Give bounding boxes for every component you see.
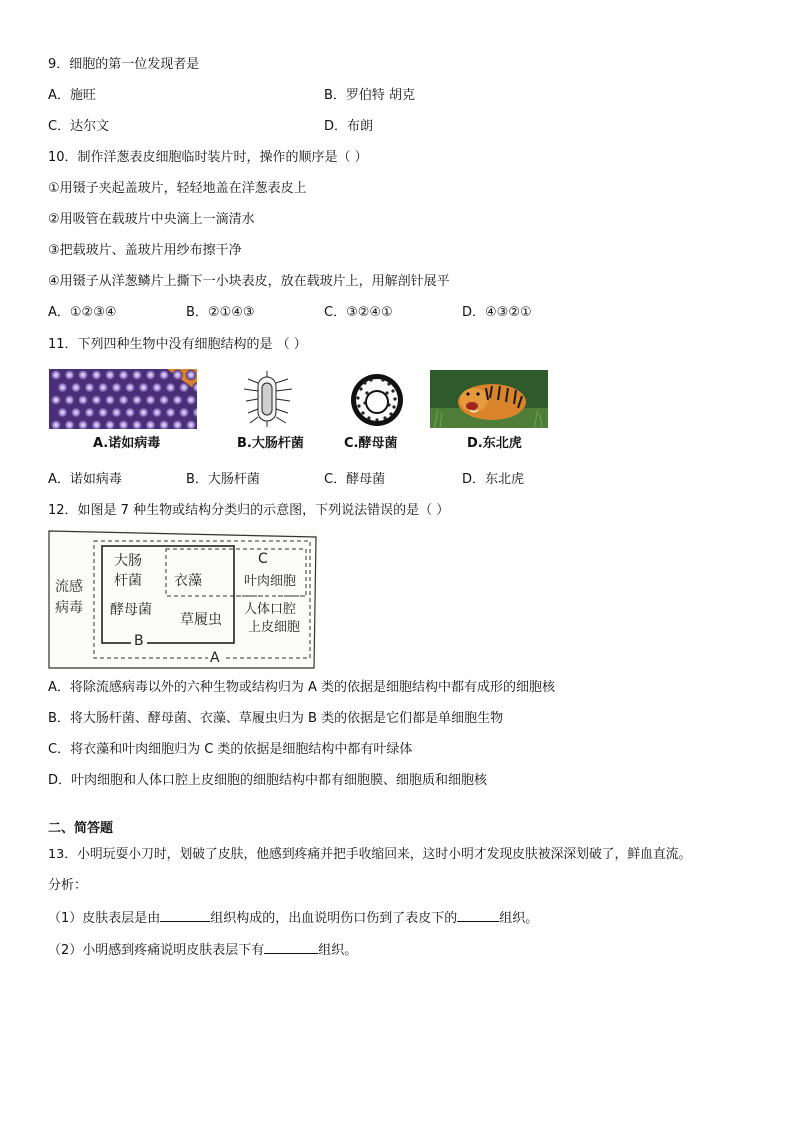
yeast-granule <box>393 397 396 400</box>
classification-diagram <box>48 529 318 670</box>
q10-step-2: ②用吸管在载玻片中央滴上一滴清水 <box>48 212 255 227</box>
diagram-yeast: 酵母菌 <box>110 602 152 618</box>
q10-option-a: A．①②③④ <box>48 305 117 320</box>
q11-caption-a: A.诺如病毒 <box>93 436 161 451</box>
q11-caption-d: D.东北虎 <box>467 436 522 451</box>
q9-option-a: A．施旺 <box>48 88 96 103</box>
q13-part1-blank1[interactable] <box>160 909 210 922</box>
q12-option-b: B．将大肠杆菌、酵母菌、衣藻、草履虫归为 B 类的依据是它们都是单细胞生物 <box>48 711 504 726</box>
diagram-label-a: A <box>210 650 220 666</box>
q11-option-d: D．东北虎 <box>462 472 525 487</box>
q13-part1-text-c: 组织。 <box>499 911 539 926</box>
q11-option-a: A．诺如病毒 <box>48 472 122 487</box>
q12-stem: 12．如图是 7 种生物或结构分类归的示意图，下列说法错误的是（ ） <box>48 503 450 518</box>
virus-particle <box>111 382 121 392</box>
yeast-granule <box>387 382 390 385</box>
q10-option-c: C．③②④① <box>324 305 393 320</box>
q13-part1-text-a: （1）皮肤表层是由 <box>48 911 161 926</box>
diagram-flu-line1: 流感 <box>55 579 83 595</box>
virus-particle <box>64 395 74 405</box>
yeast-granule <box>392 405 395 408</box>
q12-option-c: C．将衣藻和叶肉细胞归为 C 类的依据是细胞结构中都有叶绿体 <box>48 742 413 757</box>
yeast-granule <box>369 378 372 381</box>
q11-option-c: C．酵母菌 <box>324 472 386 487</box>
yeast-granule <box>381 378 384 381</box>
virus-particle <box>138 382 148 392</box>
q13-part1-text-b: 组织构成的，出血说明伤口伤到了表皮下的 <box>210 911 458 926</box>
yeast-granule <box>375 418 378 421</box>
virus-particle <box>78 370 88 380</box>
q13-part2-text-a: （2）小明感到疼痛说明皮肤表层下有 <box>48 943 265 958</box>
yeast-granule <box>383 416 386 419</box>
q10-step-4: ④用镊子从洋葱鳞片上撕下一小块表皮，放在载玻片上，用解剖针展平 <box>48 274 450 289</box>
tiger-image <box>430 370 548 428</box>
virus-particle <box>165 407 175 417</box>
diagram-cheek-cell-line2: 上皮细胞 <box>248 620 301 635</box>
virus-particle <box>159 395 169 405</box>
virus-particle <box>145 370 155 380</box>
virus-particle <box>186 395 196 405</box>
virus-particle <box>186 370 196 380</box>
q10-option-d: D．④③②① <box>462 305 532 320</box>
yeast-granule <box>387 403 390 406</box>
virus-particle <box>98 407 108 417</box>
virus-particle <box>51 395 61 405</box>
norovirus-image <box>49 369 197 429</box>
virus-particle <box>78 395 88 405</box>
section-title: 二、简答题 <box>48 821 114 836</box>
virus-particle <box>152 407 162 417</box>
yeast-granule <box>391 389 394 392</box>
virus-particle <box>84 382 94 392</box>
virus-particle <box>71 407 81 417</box>
q10-step-1: ①用镊子夹起盖玻片，轻轻地盖在洋葱表皮上 <box>48 181 307 196</box>
virus-particle <box>179 382 189 392</box>
virus-particle <box>111 407 121 417</box>
virus-particle <box>105 370 115 380</box>
q13-part2 <box>48 941 357 959</box>
diagram-ecoli-line2: 杆菌 <box>114 573 142 589</box>
q13-analysis-label: 分析： <box>48 878 88 893</box>
virus-particle <box>118 370 128 380</box>
diagram-algae: 衣藻 <box>174 573 202 589</box>
yeast-image <box>347 371 407 429</box>
virus-particle <box>91 395 101 405</box>
virus-particle <box>132 370 142 380</box>
virus-particle <box>145 395 155 405</box>
q11-stem: 11．下列四种生物中没有细胞结构的是 （ ） <box>48 337 307 352</box>
virus-particle <box>159 370 169 380</box>
virus-particle <box>57 407 67 417</box>
diagram-ecoli-line1: 大肠 <box>114 553 142 569</box>
diagram-paramecium: 草履虫 <box>180 612 222 628</box>
yeast-granule <box>361 411 364 414</box>
q13-part1 <box>48 909 538 927</box>
yeast-granule <box>356 396 359 399</box>
diagram-flu-line2: 病毒 <box>55 600 83 616</box>
yeast-granule <box>363 401 366 404</box>
virus-particle <box>84 407 94 417</box>
virus-particle <box>138 407 148 417</box>
q9-option-d: D．布朗 <box>324 119 374 134</box>
q12-option-d: D．叶肉细胞和人体口腔上皮细胞的细胞结构中都有细胞膜、细胞质和细胞核 <box>48 773 488 788</box>
virus-particle <box>172 395 182 405</box>
q11-option-b: B．大肠杆菌 <box>186 472 260 487</box>
virus-particle <box>179 407 189 417</box>
virus-particle <box>125 407 135 417</box>
q13-part1-blank2[interactable] <box>457 909 499 922</box>
q10-option-b: B．②①④③ <box>186 305 255 320</box>
q13-stem: 13．小明玩耍小刀时，划破了皮肤，他感到疼痛并把手收缩回来，这时小明才发现皮肤被深深划破了，鲜血直流。 <box>48 847 692 862</box>
q9-option-c: C．达尔文 <box>48 119 110 134</box>
virus-particle <box>165 382 175 392</box>
q10-step-3: ③把载玻片、盖玻片用纱布擦干净 <box>48 243 242 258</box>
virus-particle <box>64 370 74 380</box>
virus-particle <box>91 370 101 380</box>
virus-particle <box>71 382 81 392</box>
q13-part2-blank[interactable] <box>264 941 318 954</box>
virus-particle <box>105 395 115 405</box>
yeast-granule <box>367 416 370 419</box>
virus-particle <box>125 382 135 392</box>
virus-particle <box>98 382 108 392</box>
q10-stem: 10．制作洋葱表皮细胞临时装片时，操作的顺序是（ ） <box>48 150 368 165</box>
virus-particle <box>152 382 162 392</box>
virus-particle <box>51 370 61 380</box>
diagram-cheek-cell-line1: 人体口腔 <box>244 602 297 617</box>
yeast-granule <box>365 391 368 394</box>
yeast-granule <box>359 387 362 390</box>
q13-part2-text-b: 组织。 <box>318 943 358 958</box>
q11-caption-c: C.酵母菌 <box>344 436 398 451</box>
yeast-granule <box>389 412 392 415</box>
diagram-leaf-cell: 叶肉细胞 <box>244 574 297 589</box>
yeast-granule <box>357 404 360 407</box>
q12-option-a: A．将除流感病毒以外的六种生物或结构归为 A 类的依据是细胞结构中都有成形的细胞核 <box>48 680 556 695</box>
q11-caption-b: B.大肠杆菌 <box>237 436 304 451</box>
virus-particle <box>172 370 182 380</box>
q9-option-b: B．罗伯特 胡克 <box>324 88 416 103</box>
virus-particle <box>118 395 128 405</box>
virus-particle <box>57 382 67 392</box>
diagram-label-c: C <box>258 551 268 567</box>
virus-particle <box>132 395 142 405</box>
yeast-granule <box>385 391 388 394</box>
yeast-granule <box>363 381 366 384</box>
q9-stem: 9．细胞的第一位发现者是 <box>48 57 200 72</box>
ecoli-image <box>236 369 300 429</box>
diagram-label-b: B <box>134 633 144 649</box>
